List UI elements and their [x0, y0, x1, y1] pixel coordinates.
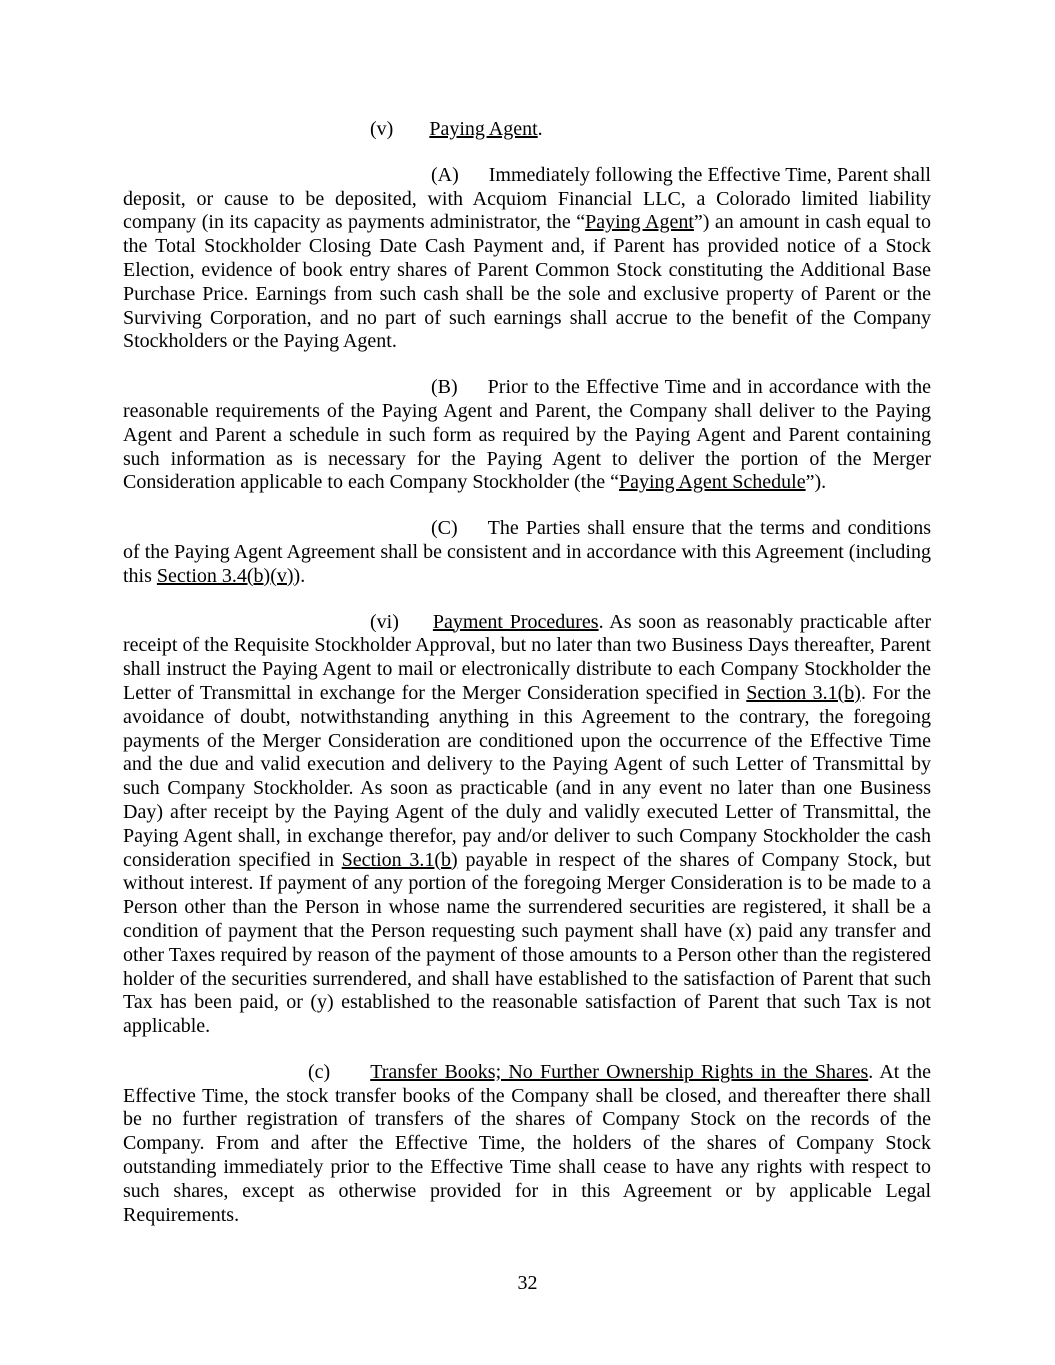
text-run: ”) an amount in cash equal to the Total Stockholder Closing Date Cash Payment and, if Parent has provided notice of a Stock Election, evidence of book entry shares of Parent Common Stock constituting the Additional Base Purchase Price. Earnings from such cash shall be the sole and exclusive property of Parent or the Surviving Corporation, and no part of such earnings shall accrue to the benefit of the Company Stockholders or the Paying Agent.	[123, 211, 931, 353]
tab-space	[330, 1077, 370, 1078]
text-run: ).	[293, 564, 306, 587]
tab-space	[458, 533, 488, 534]
text-run: (v)	[370, 118, 394, 140]
text-run: The Parties shall ensure that the terms and conditions of the Paying Agent Agreement shall be consistent and in accordance with this Agreement (including this	[123, 517, 931, 587]
underlined-text: Payment Procedures	[432, 610, 599, 633]
tab-space	[459, 180, 489, 181]
paragraph-v-A	[123, 164, 931, 354]
text-run: ”).	[805, 471, 827, 494]
text-run: (C)	[431, 517, 458, 540]
section-v-heading	[123, 118, 931, 142]
tab-space	[399, 627, 433, 628]
text-run: payable in respect of the shares of Company Stock, but without interest. If payment of any portion of the foregoing Merger Consideration is to be made to a Person other than the Person in whose name the surrendered securities are registered, it shall be a condition of payment that the Person requesting such payment shall have (x) paid any transfer and other Taxes required by reason of the payment of those amounts to a Person other than the registered holder of the securities surrendered, and shall have established to the satisfaction of Parent that such Tax has been paid, or (y) established to the reasonable satisfaction of Parent that such Tax is not applicable.	[123, 848, 931, 1038]
underlined-text: Paying Agent	[429, 118, 538, 140]
paragraph-v-C	[123, 517, 931, 588]
text-run: (c)	[308, 1060, 331, 1083]
paragraph-c-transfer-books	[123, 1061, 931, 1228]
underlined-text: Paying Agent	[585, 211, 694, 234]
underlined-text: Section 3.1(b)	[341, 848, 458, 871]
section-vi-payment-procedures	[123, 611, 931, 1039]
document-body	[123, 118, 931, 1249]
text-run: Immediately following the Effective Time, Parent shall deposit, or cause to be deposited, with Acquiom Financial LLC, a Colorado limited liability company (in its capacity as payments administrator, the “	[123, 163, 931, 234]
text-run: . As soon as reasonably practicable after receipt of the Requisite Stockholder Approval, but no later than two Business Days thereafter, Parent shall instruct the Paying Agent to mail or electronically distribute to each Company Stockholder the Letter of Transmittal in exchange for the Merger Consideration specified in	[123, 610, 931, 704]
underlined-text: Section 3.1(b)	[746, 681, 861, 704]
underlined-text: Transfer Books; No Further Ownership Rights in the Shares	[370, 1060, 869, 1083]
text-run: Prior to the Effective Time and in accordance with the reasonable requirements of the Paying Agent and Parent, the Company shall deliver to the Paying Agent and Parent a schedule in such form as required by the Paying Agent and Parent containing such information as is necessary for the Paying Agent to deliver the portion of the Merger Consideration applicable to each Company Stockholder (the “	[123, 376, 931, 494]
text-run: (vi)	[370, 610, 399, 633]
paragraph-v-B	[123, 376, 931, 495]
underlined-text: Paying Agent Schedule	[618, 471, 806, 494]
underlined-text: Section 3.4(b)(v)	[156, 564, 294, 587]
tab-space	[393, 134, 429, 135]
tab-space	[458, 392, 488, 393]
page-number: 32	[517, 1272, 538, 1294]
text-run: . For the avoidance of doubt, notwithstanding anything in this Agreement to the contrary, the foregoing payments of the Merger Consideration are conditioned upon the occurrence of the Effective Time and the due and valid execution and delivery to the Paying Agent of such Letter of Transmittal by such Company Stockholder. As soon as practicable (and in any event no later than one Business Day) after receipt by the Paying Agent of the duly and validly executed Letter of Transmittal, the Paying Agent shall, in exchange therefor, pay and/or deliver to such Company Stockholder the cash consideration specified in	[123, 681, 931, 871]
text-run: (B)	[431, 376, 458, 399]
text-run: .	[537, 118, 543, 140]
text-run: . At the Effective Time, the stock transfer books of the Company shall be closed, and thereafter there shall be no further registration of transfers of the shares of Company Stock on the records of the Company. From and after the Effective Time, the holders of the shares of Company Stock outstanding immediately prior to the Effective Time shall cease to have any rights with respect to such shares, except as otherwise provided for in this Agreement or by applicable Legal Requirements.	[123, 1060, 931, 1226]
text-run: (A)	[431, 163, 459, 186]
